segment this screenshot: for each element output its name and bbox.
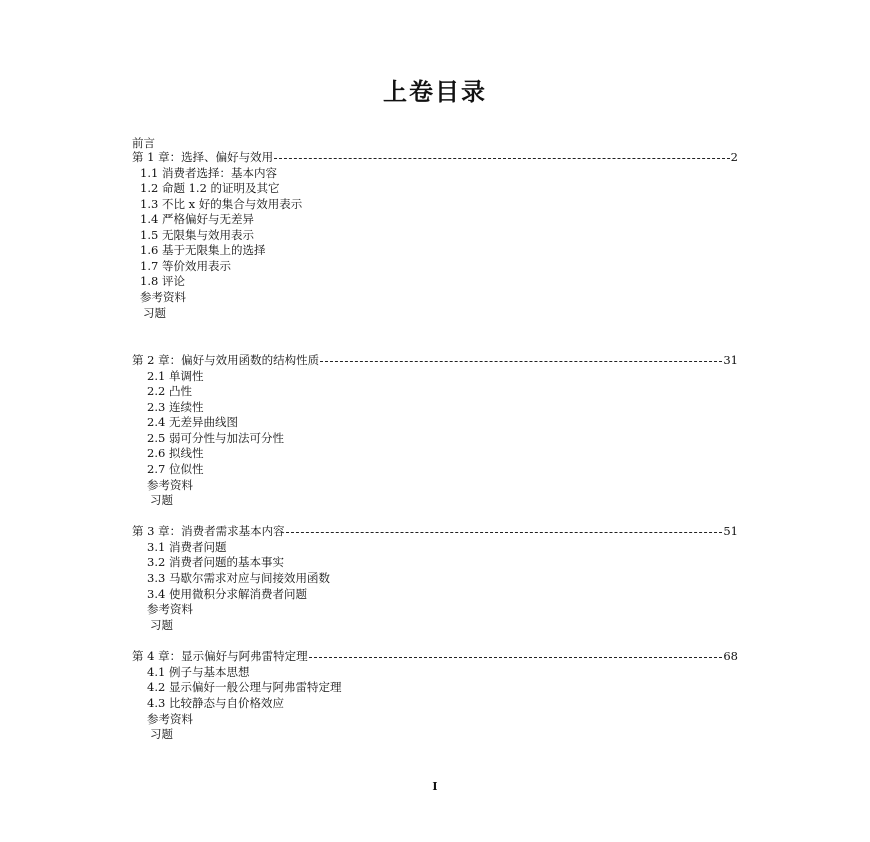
toc-item[interactable]: 参考资料 xyxy=(147,712,193,726)
chapter-title: 第 1 章：选择、偏好与效用 xyxy=(132,150,274,164)
toc-item[interactable]: 1.7 等价效用表示 xyxy=(140,259,231,273)
toc-item[interactable]: 1.4 严格偏好与无差异 xyxy=(140,212,254,226)
toc-item[interactable]: 2.3 连续性 xyxy=(147,400,204,414)
toc-item[interactable]: 1.5 无限集与效用表示 xyxy=(140,228,254,242)
dot-leader xyxy=(274,157,730,159)
toc-item[interactable]: 3.1 消费者问题 xyxy=(147,540,227,554)
chapter-page: 2 xyxy=(730,150,738,164)
toc-item[interactable]: 1.3 不比 x 好的集合与效用表示 xyxy=(140,197,303,211)
chapter-page: 31 xyxy=(723,353,738,367)
chapter-page: 51 xyxy=(723,524,738,538)
toc-chapter-1[interactable] xyxy=(132,150,738,164)
toc-preface[interactable]: 前言 xyxy=(132,136,155,150)
toc-item[interactable]: 习题 xyxy=(150,493,173,507)
toc-item[interactable]: 2.6 拟线性 xyxy=(147,446,204,460)
chapter-title: 第 3 章：消费者需求基本内容 xyxy=(132,524,285,538)
page-number: I xyxy=(432,780,438,793)
toc-item[interactable]: 3.3 马歇尔需求对应与间接效用函数 xyxy=(147,571,330,585)
toc-item[interactable]: 4.2 显示偏好一般公理与阿弗雷特定理 xyxy=(147,680,342,694)
toc-item[interactable]: 习题 xyxy=(150,727,173,741)
toc-item[interactable]: 参考资料 xyxy=(147,478,193,492)
toc-item[interactable]: 1.8 评论 xyxy=(140,274,185,288)
toc-item[interactable]: 2.5 弱可分性与加法可分性 xyxy=(147,431,284,445)
dot-leader xyxy=(320,360,722,362)
dot-leader xyxy=(309,656,723,658)
toc-item[interactable]: 4.3 比较静态与自价格效应 xyxy=(147,696,284,710)
toc-item[interactable]: 参考资料 xyxy=(140,290,186,304)
toc-item[interactable]: 3.4 使用微积分求解消费者问题 xyxy=(147,587,307,601)
toc-item[interactable]: 1.6 基于无限集上的选择 xyxy=(140,243,266,257)
toc-item[interactable]: 参考资料 xyxy=(147,602,193,616)
toc-title: 上卷目录 xyxy=(383,77,487,106)
dot-leader xyxy=(286,531,723,533)
toc-item[interactable]: 4.1 例子与基本思想 xyxy=(147,665,250,679)
toc-item[interactable]: 3.2 消费者问题的基本事实 xyxy=(147,555,284,569)
toc-item[interactable]: 1.1 消费者选择：基本内容 xyxy=(140,166,277,180)
toc-item[interactable]: 2.4 无差异曲线图 xyxy=(147,415,238,429)
toc-item[interactable]: 2.2 凸性 xyxy=(147,384,192,398)
chapter-page: 68 xyxy=(723,649,738,663)
toc-chapter-3[interactable] xyxy=(132,524,738,538)
toc-item[interactable]: 1.2 命题 1.2 的证明及其它 xyxy=(140,181,280,195)
toc-chapter-4[interactable] xyxy=(132,649,738,663)
chapter-title: 第 2 章：偏好与效用函数的结构性质 xyxy=(132,353,320,367)
toc-chapter-2[interactable] xyxy=(132,353,738,367)
toc-item[interactable]: 2.7 位似性 xyxy=(147,462,204,476)
toc-item[interactable]: 习题 xyxy=(150,618,173,632)
chapter-title: 第 4 章：显示偏好与阿弗雷特定理 xyxy=(132,649,308,663)
toc-item[interactable]: 习题 xyxy=(143,306,166,320)
toc-item[interactable]: 2.1 单调性 xyxy=(147,369,204,383)
